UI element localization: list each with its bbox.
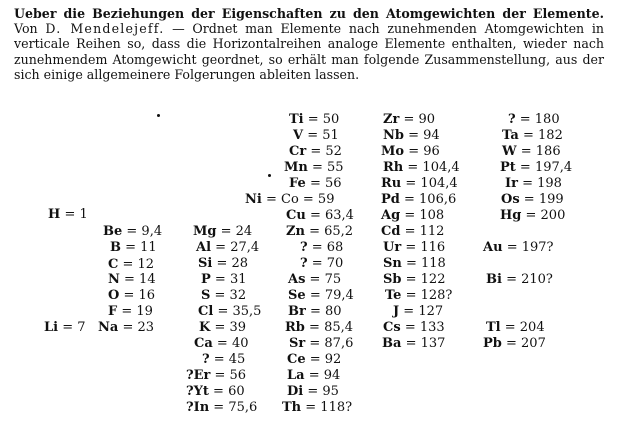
- element-cell: Ba = 137: [382, 336, 446, 351]
- element-cell: Ni = Co = 59: [245, 192, 335, 207]
- element-cell: Cs = 133: [383, 320, 445, 335]
- article-text: — Ordnet man Elemente nach zunehmenden Atomgewichten in verticale Reihen so, dass die Horizontalreihen analoge Elemente enthalten, wieder nach zunehmendem Atomgewicht geordnet, so erhält man folgende Zusammenstellung, aus der sich einige allgemeinere Folgerungen ableiten lassen.: [14, 21, 605, 82]
- element-cell: H = 1: [48, 207, 88, 222]
- element-cell: Ta = 182: [502, 128, 563, 143]
- element-cell: V = 51: [293, 128, 339, 143]
- element-cell: Mn = 55: [284, 160, 344, 175]
- element-cell: Al = 27,4: [196, 240, 260, 255]
- element-cell: Zn = 65,2: [286, 224, 354, 239]
- element-cell: Br = 80: [288, 304, 342, 319]
- element-cell: Si = 28: [198, 256, 249, 271]
- print-speck: [268, 174, 271, 177]
- element-cell: Pb = 207: [483, 336, 546, 351]
- element-cell: Th = 118?: [282, 400, 353, 415]
- element-cell: ? = 45: [202, 352, 246, 367]
- element-cell: Fe = 56: [289, 176, 342, 191]
- article-title: Ueber die Beziehungen der Eigenschaften zu den Atomgewichten der Elemente.: [14, 6, 604, 21]
- element-cell: Pt = 197,4: [500, 160, 573, 175]
- element-cell: J = 127: [393, 304, 444, 319]
- element-cell: ? = 68: [300, 240, 344, 255]
- article-paragraph: [14, 6, 604, 82]
- element-cell: O = 16: [108, 288, 156, 303]
- element-cell: Bi = 210?: [486, 272, 553, 287]
- element-cell: B = 11: [110, 240, 157, 255]
- element-cell: ?Er = 56: [186, 368, 247, 383]
- element-cell: Tl = 204: [486, 320, 545, 335]
- element-cell: Ca = 40: [194, 336, 249, 351]
- element-cell: Di = 95: [287, 384, 339, 399]
- element-cell: Ir = 198: [505, 176, 562, 191]
- element-cell: Zr = 90: [383, 112, 436, 127]
- element-cell: Ti = 50: [289, 112, 340, 127]
- element-cell: La = 94: [287, 368, 341, 383]
- element-cell: Ru = 104,4: [381, 176, 458, 191]
- element-cell: Cl = 35,5: [198, 304, 262, 319]
- element-cell: As = 75: [288, 272, 342, 287]
- author-name: D. Mendelejeff.: [45, 21, 165, 37]
- element-cell: K = 39: [199, 320, 247, 335]
- element-cell: ? = 180: [508, 112, 560, 127]
- element-cell: Sn = 118: [383, 256, 446, 271]
- element-cell: Rh = 104,4: [383, 160, 460, 175]
- element-cell: Hg = 200: [500, 208, 566, 223]
- element-cell: P = 31: [201, 272, 247, 287]
- element-cell: Te = 128?: [385, 288, 453, 303]
- element-cell: Ag = 108: [381, 208, 445, 223]
- element-cell: Cd = 112: [381, 224, 445, 239]
- element-cell: W = 186: [502, 144, 561, 159]
- element-cell: Au = 197?: [483, 240, 554, 255]
- element-cell: Pd = 106,6: [381, 192, 457, 207]
- element-cell: Na = 23: [98, 320, 155, 335]
- element-cell: C = 12: [108, 257, 155, 272]
- element-cell: Cu = 63,4: [286, 208, 354, 223]
- element-cell: Ur = 116: [383, 240, 446, 255]
- element-cell: Cr = 52: [289, 144, 342, 159]
- element-cell: Se = 79,4: [288, 288, 354, 303]
- element-cell: ?In = 75,6: [186, 400, 258, 415]
- element-cell: N = 14: [108, 272, 156, 287]
- element-cell: F = 19: [108, 304, 153, 319]
- element-cell: Sb = 122: [383, 272, 446, 287]
- print-speck: [157, 114, 160, 117]
- element-cell: Rb = 85,4: [285, 320, 354, 335]
- element-cell: Sr = 87,6: [289, 336, 354, 351]
- element-cell: Os = 199: [501, 192, 564, 207]
- author-prefix: Von: [14, 21, 38, 37]
- element-cell: ?Yt = 60: [186, 384, 245, 399]
- element-cell: Be = 9,4: [103, 224, 163, 239]
- element-cell: Ce = 92: [287, 352, 342, 367]
- element-cell: Mo = 96: [381, 144, 440, 159]
- element-cell: S = 32: [201, 288, 247, 303]
- element-cell: Li = 7: [44, 320, 86, 335]
- element-cell: Nb = 94: [383, 128, 440, 143]
- element-cell: ? = 70: [300, 256, 344, 271]
- element-cell: Mg = 24: [193, 224, 253, 239]
